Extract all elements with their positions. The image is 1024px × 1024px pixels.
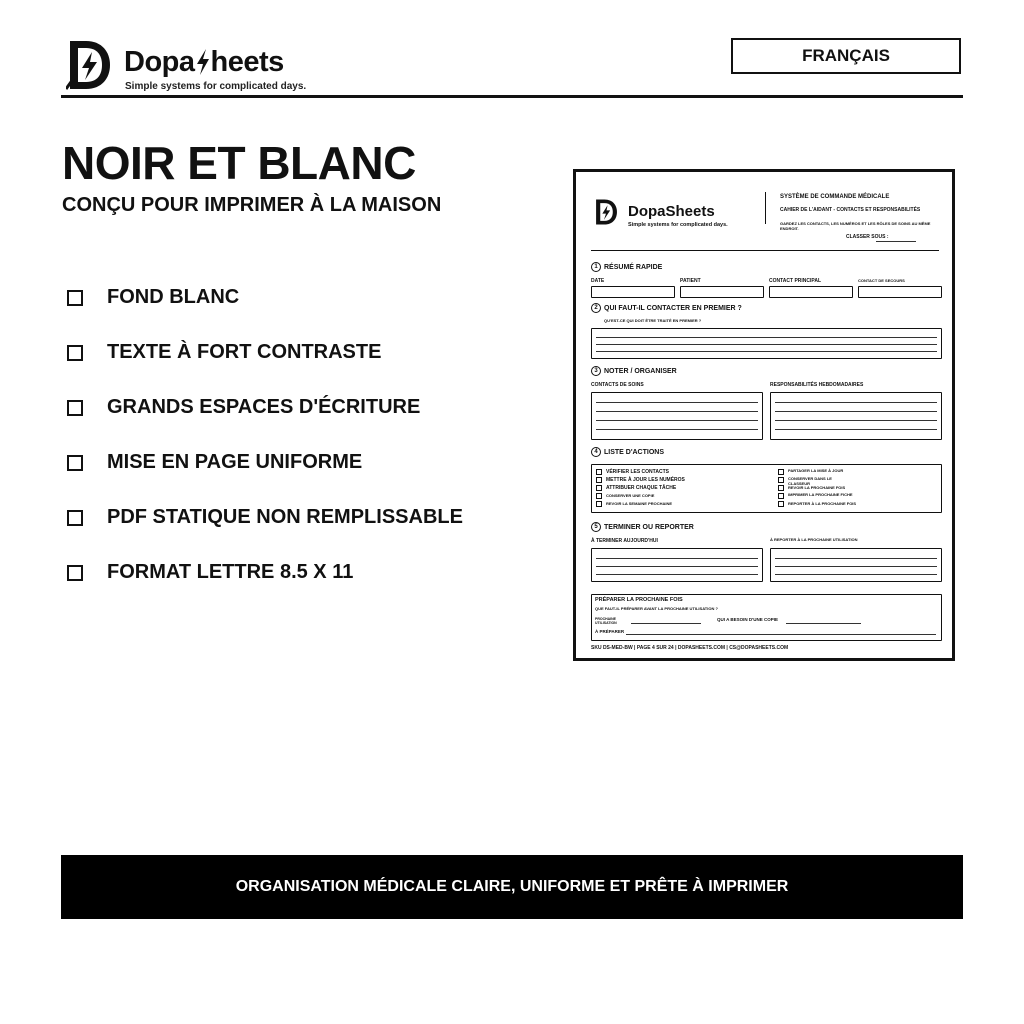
feature-item (66, 435, 536, 490)
writing-line (596, 411, 758, 412)
section-quick-summary: 1 RÉSUMÉ RAPIDE (591, 262, 662, 272)
writing-box (591, 548, 763, 582)
feature-label: FOND BLANC (107, 286, 240, 308)
to-prepare-label: À PRÉPARER (595, 629, 625, 634)
action-item: ATTRIBUER CHAQUE TÂCHE (606, 485, 677, 491)
sheet-file-under: CLASSER SOUS : (846, 234, 889, 240)
prepare-next-question: QUE FAUT-IL PRÉPARER AVANT LA PROCHAINE UTILISATION ? (595, 606, 718, 611)
column-label: À TERMINER AUJOURD'HUI (591, 538, 658, 544)
next-use-label: PROCHAINE UTILISATION (595, 617, 617, 625)
page-subtitle: CONÇU POUR IMPRIMER À LA MAISON (62, 194, 442, 216)
writing-box (770, 548, 942, 582)
writing-line (596, 420, 758, 421)
field-box (591, 286, 675, 298)
sheet-description: GARDEZ LES CONTACTS, LES NUMÉROS ET LES RÔLES DE SOINS AU MÊME ENDROIT. (780, 221, 931, 231)
checkbox-icon (778, 477, 784, 483)
feature-label: MISE EN PAGE UNIFORME (107, 451, 363, 473)
checkbox-icon (596, 493, 602, 499)
writing-line (596, 344, 937, 345)
sheet-tagline: Simple systems for complicated days. (628, 222, 728, 228)
checkbox-icon (67, 345, 83, 361)
writing-line (596, 402, 758, 403)
action-item: REVOIR LA PROCHAINE FOIS (788, 485, 846, 490)
action-item: REPORTER À LA PROCHAINE FOIS (788, 501, 857, 506)
checkbox-icon (596, 469, 602, 475)
feature-item (66, 270, 536, 325)
writing-line (775, 411, 937, 412)
feature-label: TEXTE À FORT CONTRASTE (107, 341, 382, 363)
column-label: RESPONSABILITÉS HEBDOMADAIRES (770, 382, 864, 388)
sheet-system: SYSTÈME DE COMMANDE MÉDICALE (780, 194, 890, 200)
sheet-brand: DopaSheets (628, 203, 715, 220)
action-item: REVOIR LA SEMAINE PROCHAINE (606, 501, 673, 506)
writing-line (775, 574, 937, 575)
checkbox-icon (67, 565, 83, 581)
file-under-line (876, 241, 916, 242)
field-box (680, 286, 764, 298)
checkbox-icon (596, 485, 602, 491)
header-divider (61, 95, 963, 98)
writing-box (591, 392, 763, 440)
feature-item (66, 490, 536, 545)
feature-label: PDF STATIQUE NON REMPLISSABLE (107, 506, 463, 528)
dopasheets-logo-icon (594, 197, 618, 227)
sheet-footer: SKU DS-MED-BW | PAGE 4 SUR 24 | DOPASHEETS.COM | CS@DOPASHEETS.COM (591, 645, 789, 651)
action-item: VÉRIFIER LES CONTACTS (606, 469, 669, 475)
writing-line (596, 429, 758, 430)
feature-item (66, 380, 536, 435)
checkbox-icon (778, 469, 784, 475)
writing-line (596, 337, 937, 338)
feature-label: GRANDS ESPACES D'ÉCRITURE (107, 396, 421, 418)
checkbox-icon (67, 290, 83, 306)
writing-line (775, 429, 937, 430)
prepare-next-title: PRÉPARER LA PROCHAINE FOIS (595, 597, 683, 603)
writing-box (770, 392, 942, 440)
page-title: NOIR ET BLANC (62, 137, 416, 189)
section-number-icon: 3 (591, 366, 601, 376)
worksheet-preview (573, 169, 955, 661)
checkbox-icon (596, 477, 602, 483)
writing-line (775, 420, 937, 421)
column-label: À REPORTER À LA PROCHAINE UTILISATION (770, 537, 858, 542)
field-label: CONTACT DE SECOURS (858, 278, 905, 283)
writing-line (596, 574, 758, 575)
checkbox-icon (67, 510, 83, 526)
writing-line (786, 623, 861, 624)
feature-list (66, 270, 536, 600)
section-contact-first: 2 QUI FAUT-IL CONTACTER EN PREMIER ? (591, 303, 742, 313)
brand-tagline: Simple systems for complicated days. (125, 81, 307, 92)
field-label: PATIENT (680, 278, 701, 284)
bolt-icon (196, 49, 210, 75)
checkbox-icon (596, 501, 602, 507)
section-number-icon: 2 (591, 303, 601, 313)
checkbox-icon (778, 485, 784, 491)
checkbox-icon (67, 455, 83, 471)
checkbox-icon (778, 501, 784, 507)
bottom-banner: ORGANISATION MÉDICALE CLAIRE, UNIFORME ET PRÊTE À IMPRIMER (61, 855, 963, 919)
language-button[interactable]: FRANÇAIS (731, 38, 961, 74)
writing-line (596, 566, 758, 567)
field-label: DATE (591, 278, 605, 284)
column-label: CONTACTS DE SOINS (591, 382, 644, 388)
field-box (858, 286, 942, 298)
dopasheets-logo-icon (66, 39, 112, 91)
section-action-list: 4 LISTE D'ACTIONS (591, 447, 664, 457)
section-number-icon: 5 (591, 522, 601, 532)
action-item: CONSERVER DANS LE CLASSEUR (788, 476, 832, 486)
brand-name: Dopa heets (124, 46, 284, 78)
next-copy-label: QUI A BESOIN D'UNE COPIE (717, 617, 778, 622)
field-box (769, 286, 853, 298)
action-item: CONSERVER UNE COPIE (606, 493, 655, 498)
writing-line (626, 634, 936, 635)
action-item: PARTAGER LA MISE À JOUR (788, 468, 844, 473)
feature-label: FORMAT LETTRE 8.5 X 11 (107, 561, 354, 583)
writing-line (631, 623, 701, 624)
writing-line (596, 558, 758, 559)
sheet-notebook: CAHIER DE L'AIDANT - CONTACTS ET RESPONSABILITÉS (780, 207, 921, 213)
checkbox-icon (778, 493, 784, 499)
section-number-icon: 1 (591, 262, 601, 272)
sheet-header-rule (591, 250, 939, 251)
writing-line (775, 566, 937, 567)
feature-item (66, 325, 536, 380)
writing-line (775, 402, 937, 403)
action-item: IMPRIMER LA PROCHAINE FICHE (788, 492, 853, 497)
section-finish-or-postpone: 5 TERMINER OU REPORTER (591, 522, 694, 532)
section-number-icon: 4 (591, 447, 601, 457)
section-organize: 3 NOTER / ORGANISER (591, 366, 677, 376)
feature-item (66, 545, 536, 600)
field-label: CONTACT PRINCIPAL (769, 278, 822, 284)
checkbox-icon (67, 400, 83, 416)
writing-line (775, 558, 937, 559)
sheet-divider (765, 192, 766, 224)
writing-line (596, 351, 937, 352)
action-item: METTRE À JOUR LES NUMÉROS (606, 477, 685, 483)
section-subtitle: QU'EST-CE QUI DOIT ÊTRE TRAITÉ EN PREMIER ? (604, 318, 702, 323)
